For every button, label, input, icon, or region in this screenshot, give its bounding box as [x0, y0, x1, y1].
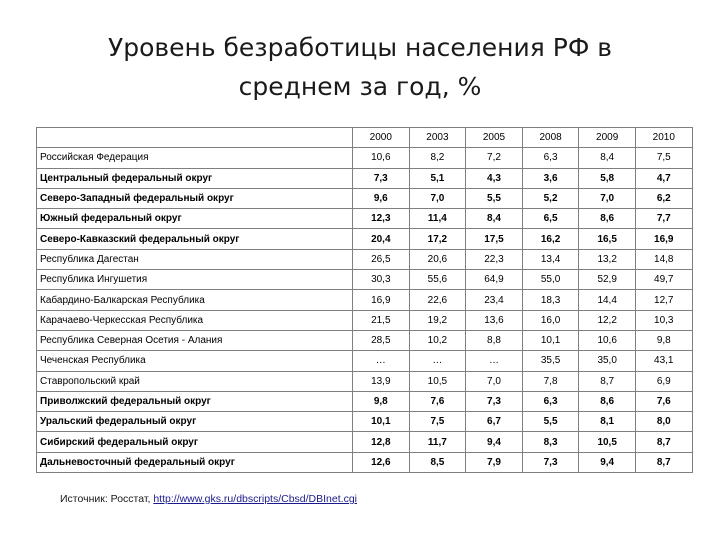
- region-name-cell: Северо-Кавказский федеральный округ: [37, 229, 353, 249]
- value-cell: 21,5: [353, 310, 410, 330]
- value-cell: 10,5: [409, 371, 466, 391]
- region-name-cell: Приволжский федеральный округ: [37, 391, 353, 411]
- value-cell: 6,3: [522, 391, 579, 411]
- value-cell: 7,2: [466, 148, 523, 168]
- value-cell: 10,5: [579, 432, 636, 452]
- value-cell: 8,6: [579, 209, 636, 229]
- value-cell: 13,6: [466, 310, 523, 330]
- value-cell: 12,7: [635, 290, 692, 310]
- value-cell: 49,7: [635, 270, 692, 290]
- column-header: 2003: [409, 128, 466, 148]
- column-header: 2010: [635, 128, 692, 148]
- table-row: [37, 452, 693, 472]
- value-cell: 7,3: [522, 452, 579, 472]
- value-cell: 7,5: [635, 148, 692, 168]
- table-row: [37, 330, 693, 350]
- value-cell: 6,3: [522, 148, 579, 168]
- table-row: [37, 290, 693, 310]
- value-cell: 7,5: [409, 412, 466, 432]
- value-cell: 16,2: [522, 229, 579, 249]
- value-cell: 12,8: [353, 432, 410, 452]
- value-cell: 6,5: [522, 209, 579, 229]
- header-corner-cell: [37, 128, 353, 148]
- value-cell: 16,9: [353, 290, 410, 310]
- value-cell: 16,9: [635, 229, 692, 249]
- source-note: [60, 493, 357, 505]
- value-cell: 7,7: [635, 209, 692, 229]
- value-cell: 5,2: [522, 188, 579, 208]
- value-cell: 12,3: [353, 209, 410, 229]
- value-cell: 10,3: [635, 310, 692, 330]
- slide-title: [0, 28, 720, 106]
- value-cell: 8,7: [635, 452, 692, 472]
- value-cell: 7,6: [409, 391, 466, 411]
- value-cell: 6,9: [635, 371, 692, 391]
- value-cell: 13,4: [522, 249, 579, 269]
- value-cell: 13,2: [579, 249, 636, 269]
- value-cell: 7,9: [466, 452, 523, 472]
- value-cell: 10,1: [353, 412, 410, 432]
- table-row: [37, 391, 693, 411]
- value-cell: 3,6: [522, 168, 579, 188]
- value-cell: 30,3: [353, 270, 410, 290]
- region-name-cell: Карачаево-Черкесская Республика: [37, 310, 353, 330]
- region-name-cell: Ставропольский край: [37, 371, 353, 391]
- table-row: [37, 351, 693, 371]
- value-cell: 17,2: [409, 229, 466, 249]
- unemployment-table: [36, 127, 693, 473]
- column-header: 2008: [522, 128, 579, 148]
- value-cell: 8,3: [522, 432, 579, 452]
- column-header: 2005: [466, 128, 523, 148]
- value-cell: 23,4: [466, 290, 523, 310]
- table-row: [37, 371, 693, 391]
- value-cell: 35,0: [579, 351, 636, 371]
- value-cell: 8,5: [409, 452, 466, 472]
- value-cell: 16,5: [579, 229, 636, 249]
- value-cell: 7,0: [579, 188, 636, 208]
- column-header: 2009: [579, 128, 636, 148]
- value-cell: 9,4: [466, 432, 523, 452]
- value-cell: 22,3: [466, 249, 523, 269]
- value-cell: 14,8: [635, 249, 692, 269]
- value-cell: 5,8: [579, 168, 636, 188]
- value-cell: 14,4: [579, 290, 636, 310]
- value-cell: 5,5: [466, 188, 523, 208]
- value-cell: 19,2: [409, 310, 466, 330]
- region-name-cell: Южный федеральный округ: [37, 209, 353, 229]
- table-body: [37, 148, 693, 473]
- column-header: 2000: [353, 128, 410, 148]
- table-row: [37, 249, 693, 269]
- region-name-cell: Центральный федеральный округ: [37, 168, 353, 188]
- value-cell: 22,6: [409, 290, 466, 310]
- value-cell: 43,1: [635, 351, 692, 371]
- region-name-cell: Кабардино-Балкарская Республика: [37, 290, 353, 310]
- value-cell: 20,6: [409, 249, 466, 269]
- region-name-cell: Дальневосточный федеральный округ: [37, 452, 353, 472]
- value-cell: 6,7: [466, 412, 523, 432]
- value-cell: 26,5: [353, 249, 410, 269]
- value-cell: 8,8: [466, 330, 523, 350]
- value-cell: 9,6: [353, 188, 410, 208]
- value-cell: 8,2: [409, 148, 466, 168]
- value-cell: 8,4: [466, 209, 523, 229]
- value-cell: 7,0: [409, 188, 466, 208]
- value-cell: 5,5: [522, 412, 579, 432]
- value-cell: 7,8: [522, 371, 579, 391]
- table-row: [37, 412, 693, 432]
- value-cell: 16,0: [522, 310, 579, 330]
- region-name-cell: Республика Северная Осетия - Алания: [37, 330, 353, 350]
- value-cell: 52,9: [579, 270, 636, 290]
- table-row: [37, 209, 693, 229]
- value-cell: 4,7: [635, 168, 692, 188]
- source-label: Источник: Росстат,: [60, 493, 154, 505]
- value-cell: 28,5: [353, 330, 410, 350]
- value-cell: …: [409, 351, 466, 371]
- value-cell: 8,4: [579, 148, 636, 168]
- value-cell: 11,7: [409, 432, 466, 452]
- source-link[interactable]: http://www.gks.ru/dbscripts/Cbsd/DBInet.cgi: [153, 493, 357, 505]
- region-name-cell: Северо-Западный федеральный округ: [37, 188, 353, 208]
- value-cell: 12,6: [353, 452, 410, 472]
- title-line-2: среднем за год, %: [238, 72, 482, 101]
- region-name-cell: Уральский федеральный округ: [37, 412, 353, 432]
- value-cell: 7,0: [466, 371, 523, 391]
- value-cell: 8,6: [579, 391, 636, 411]
- value-cell: 12,2: [579, 310, 636, 330]
- table-row: [37, 432, 693, 452]
- value-cell: 10,2: [409, 330, 466, 350]
- value-cell: 8,7: [579, 371, 636, 391]
- value-cell: 5,1: [409, 168, 466, 188]
- region-name-cell: Республика Ингушетия: [37, 270, 353, 290]
- value-cell: 20,4: [353, 229, 410, 249]
- value-cell: 10,6: [579, 330, 636, 350]
- table-row: [37, 270, 693, 290]
- table-row: [37, 310, 693, 330]
- table-row: [37, 229, 693, 249]
- table-row: [37, 168, 693, 188]
- table-row: [37, 148, 693, 168]
- value-cell: 6,2: [635, 188, 692, 208]
- value-cell: 7,3: [466, 391, 523, 411]
- value-cell: 11,4: [409, 209, 466, 229]
- region-name-cell: Республика Дагестан: [37, 249, 353, 269]
- value-cell: 8,7: [635, 432, 692, 452]
- value-cell: 13,9: [353, 371, 410, 391]
- value-cell: 64,9: [466, 270, 523, 290]
- value-cell: …: [353, 351, 410, 371]
- value-cell: 55,6: [409, 270, 466, 290]
- value-cell: 10,6: [353, 148, 410, 168]
- table-row: [37, 188, 693, 208]
- value-cell: 9,8: [353, 391, 410, 411]
- region-name-cell: Сибирский федеральный округ: [37, 432, 353, 452]
- value-cell: 35,5: [522, 351, 579, 371]
- value-cell: 9,8: [635, 330, 692, 350]
- region-name-cell: Чеченская Республика: [37, 351, 353, 371]
- value-cell: 4,3: [466, 168, 523, 188]
- title-line-1: Уровень безработицы населения РФ в: [107, 33, 613, 62]
- region-name-cell: Российская Федерация: [37, 148, 353, 168]
- value-cell: …: [466, 351, 523, 371]
- value-cell: 8,1: [579, 412, 636, 432]
- value-cell: 18,3: [522, 290, 579, 310]
- table-header-row: [37, 128, 693, 148]
- value-cell: 55,0: [522, 270, 579, 290]
- value-cell: 8,0: [635, 412, 692, 432]
- value-cell: 10,1: [522, 330, 579, 350]
- value-cell: 17,5: [466, 229, 523, 249]
- value-cell: 7,6: [635, 391, 692, 411]
- value-cell: 7,3: [353, 168, 410, 188]
- value-cell: 9,4: [579, 452, 636, 472]
